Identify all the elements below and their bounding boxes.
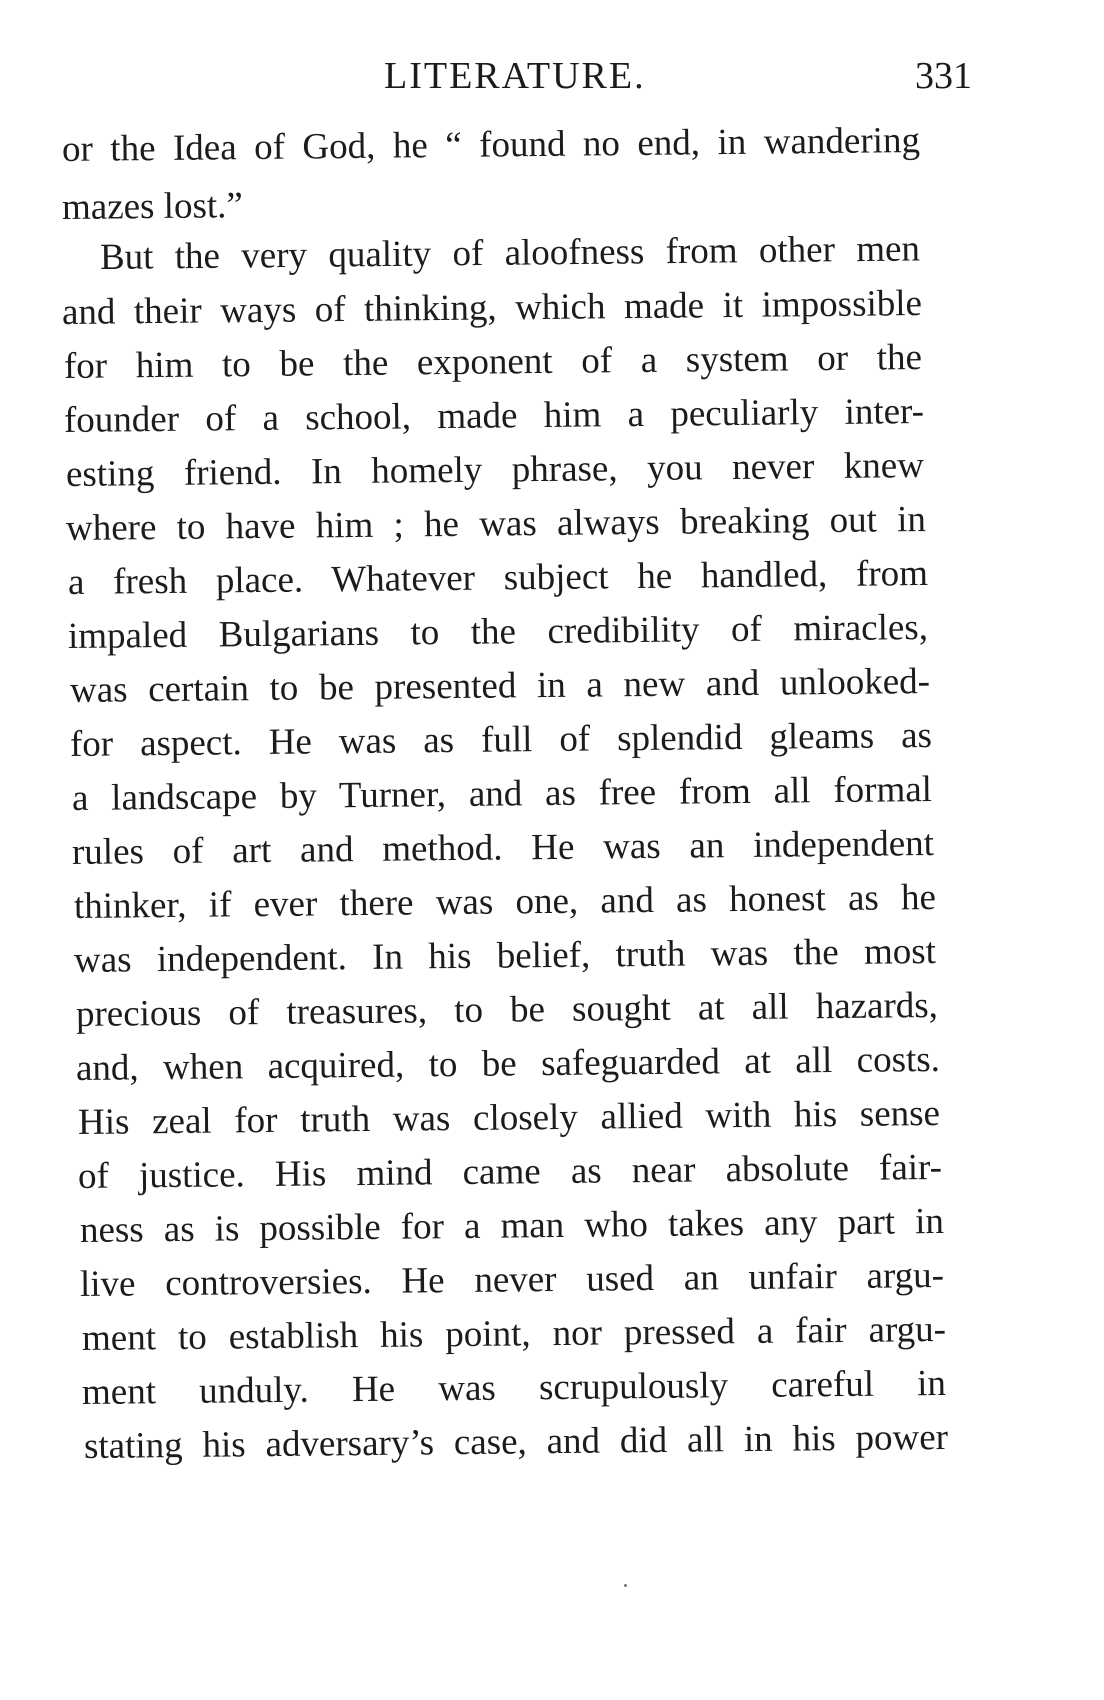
print-speck bbox=[624, 1584, 627, 1587]
text-line: precious of treasures, to be sought at all hazards, bbox=[75, 984, 939, 1035]
text-line: was independent. In his belief, truth was the most bbox=[73, 930, 937, 981]
text-line: ment unduly. He was scrupulously careful in bbox=[81, 1362, 947, 1413]
text-line: or the Idea of God, he “ found no end, in wandering bbox=[61, 120, 921, 170]
text-line: esting friend. In homely phrase, you never knew bbox=[65, 445, 925, 495]
running-title: LITERATURE. bbox=[384, 55, 646, 97]
text-line: and their ways of thinking, which made it impossible bbox=[61, 282, 923, 333]
text-line: impaled Bulgarians to the credibility of miracles, bbox=[67, 606, 929, 657]
page-number: 331 bbox=[915, 55, 972, 97]
text-line: thinker, if ever there was one, and as honest as he bbox=[73, 876, 937, 927]
text-line: was certain to be presented in a new and unlooked- bbox=[69, 660, 931, 711]
text-line: founder of a school, made him a peculiarly inter- bbox=[63, 390, 925, 441]
text-line: ment to establish his point, nor pressed a fair argu- bbox=[81, 1308, 947, 1359]
text-line: where to have him ; he was always breaking out in bbox=[65, 498, 927, 549]
text-line: for aspect. He was as full of splendid gleams as bbox=[69, 714, 933, 765]
text-line: for him to be the exponent of a system or the bbox=[63, 337, 923, 387]
text-line: of justice. His mind came as near absolute fair- bbox=[77, 1146, 943, 1197]
text-line: But the very quality of aloofness from other men bbox=[99, 228, 921, 278]
text-line: stating his adversary’s case, and did all in his power bbox=[83, 1416, 949, 1467]
text-line: His zeal for truth was closely allied with his sense bbox=[77, 1092, 941, 1143]
text-line: rules of art and method. He was an independent bbox=[71, 822, 935, 873]
text-line: mazes lost.” bbox=[61, 185, 244, 228]
text-line: and, when acquired, to be safeguarded at all costs. bbox=[75, 1038, 941, 1089]
text-line: ness as is possible for a man who takes any part in bbox=[79, 1200, 945, 1251]
text-line: a landscape by Turner, and as free from all formal bbox=[71, 768, 933, 819]
text-line: live controversies. He never used an unfair argu- bbox=[79, 1254, 945, 1305]
text-line: a fresh place. Whatever subject he handled, from bbox=[67, 552, 929, 603]
